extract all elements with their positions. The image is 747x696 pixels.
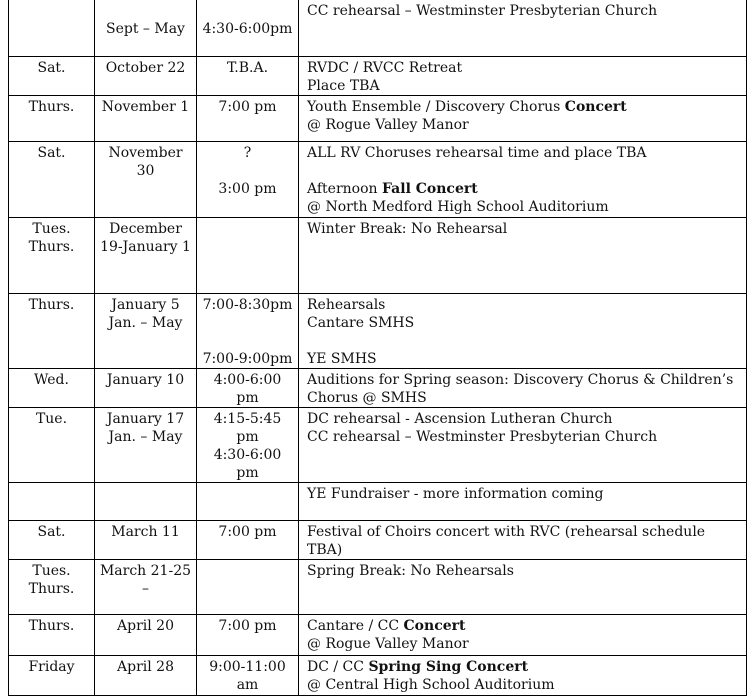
event-line [307,635,742,653]
day-cell: Sat. [9,142,95,218]
day-cell: Tue. [9,408,95,483]
day-cell: Tues. Thurs. [9,560,95,615]
time-cell [197,218,299,294]
event-text: Spring Break: No Rehearsals [307,563,514,579]
date-cell: October 22 [95,57,197,96]
event-line [307,332,742,350]
day-cell: Wed. [9,369,95,408]
event-text: Chorus @ SMHS [307,390,427,406]
event-line [307,350,742,368]
event-text: @ Rogue Valley Manor [307,636,469,652]
date-cell: March 21-25 – [95,560,197,615]
day-cell: Thurs. [9,294,95,369]
event-text: Festival of Choirs concert with RVC (rehearsal schedule TBA) [307,524,706,558]
event-text: RVDC / RVCC Retreat [307,60,463,76]
event-text: @ Central High School Auditorium [307,677,555,693]
schedule-row [9,560,747,615]
day-cell [9,0,95,57]
event-highlight: Fall Concert [382,181,478,197]
event-text: Rehearsals [307,297,386,313]
event-cell [299,521,747,560]
event-line [307,389,742,407]
schedule-row [9,408,747,483]
schedule-row [9,369,747,408]
date-cell: Sept – May [95,0,197,57]
event-text: Winter Break: No Rehearsal [307,221,508,237]
event-cell [299,408,747,483]
event-cell [299,0,747,57]
date-cell: March 11 [95,521,197,560]
event-cell [299,656,747,696]
day-cell: Thurs. [9,615,95,656]
event-text: DC / CC [307,659,369,675]
day-cell: Thurs. [9,96,95,142]
event-text: ALL RV Choruses rehearsal time and place TBA [307,145,647,161]
event-text: Cantare / CC [307,618,404,634]
time-cell: ? 3:00 pm [197,142,299,218]
day-cell: Tues. Thurs. [9,218,95,294]
event-text: Youth Ensemble / Discovery Chorus [307,99,565,115]
schedule-row [9,656,747,696]
event-text: @ North Medford High School Auditorium [307,199,609,215]
event-cell [299,96,747,142]
date-cell [95,483,197,521]
schedule-row [9,294,747,369]
schedule-row [9,521,747,560]
event-line [307,485,742,503]
event-line [307,59,742,77]
event-cell [299,615,747,656]
schedule-row [9,615,747,656]
event-text: DC rehearsal - Ascension Lutheran Church [307,411,613,427]
event-line [307,296,742,314]
date-cell: April 20 [95,615,197,656]
date-cell: April 28 [95,656,197,696]
date-cell: November 1 [95,96,197,142]
day-cell: Friday [9,656,95,696]
event-line [307,2,742,20]
date-cell: December 19-January 1 [95,218,197,294]
event-text: YE SMHS [307,351,377,367]
schedule-body [9,0,747,696]
event-text: CC rehearsal – Westminster Presbyterian Church [307,429,658,445]
event-cell [299,294,747,369]
event-cell [299,369,747,408]
time-cell: T.B.A. [197,57,299,96]
schedule-row [9,483,747,521]
schedule-row [9,96,747,142]
date-cell: January 17 Jan. – May [95,408,197,483]
date-cell: January 10 [95,369,197,408]
day-cell: Sat. [9,521,95,560]
event-line [307,658,742,676]
event-line [307,77,742,95]
time-cell: 7:00 pm [197,96,299,142]
event-line [307,162,742,180]
schedule-table [8,0,747,696]
event-line [307,676,742,694]
event-line [307,371,742,389]
event-text: CC rehearsal – Westminster Presbyterian Church [307,3,658,19]
event-cell [299,560,747,615]
event-cell [299,218,747,294]
time-cell: 9:00-11:00 am [197,656,299,696]
date-cell: January 5 Jan. – May [95,294,197,369]
schedule-row [9,218,747,294]
time-cell [197,560,299,615]
event-line [307,198,742,216]
day-cell [9,483,95,521]
event-text: Afternoon [307,181,382,197]
event-line [307,523,742,559]
event-highlight: Concert [403,618,466,634]
event-line [307,220,742,238]
date-cell: November 30 [95,142,197,218]
event-line [307,180,742,198]
event-line [307,116,742,134]
event-line [307,617,742,635]
event-text: Cantare SMHS [307,315,415,331]
event-text: YE Fundraiser - more information coming [307,486,604,502]
time-cell: 7:00 pm [197,615,299,656]
time-cell: 7:00 pm [197,521,299,560]
time-cell: 4:30-6:00pm [197,0,299,57]
event-highlight: Spring Sing Concert [368,659,529,675]
event-text: Place TBA [307,78,380,94]
schedule-row [9,142,747,218]
event-line [307,314,742,332]
schedule-row [9,0,747,57]
event-line [307,144,742,162]
event-line [307,410,742,428]
event-text: @ Rogue Valley Manor [307,117,469,133]
event-cell [299,483,747,521]
schedule-row [9,57,747,96]
day-cell: Sat. [9,57,95,96]
event-line [307,98,742,116]
time-cell: 4:00-6:00 pm [197,369,299,408]
event-cell [299,142,747,218]
event-text: Auditions for Spring season: Discovery Chorus & Children’s [307,372,734,388]
time-cell: 7:00-8:30pm 7:00-9:00pm [197,294,299,369]
event-highlight: Concert [564,99,627,115]
time-cell [197,483,299,521]
event-line [307,428,742,446]
event-line [307,562,742,580]
time-cell: 4:15-5:45 pm 4:30-6:00 pm [197,408,299,483]
event-cell [299,57,747,96]
